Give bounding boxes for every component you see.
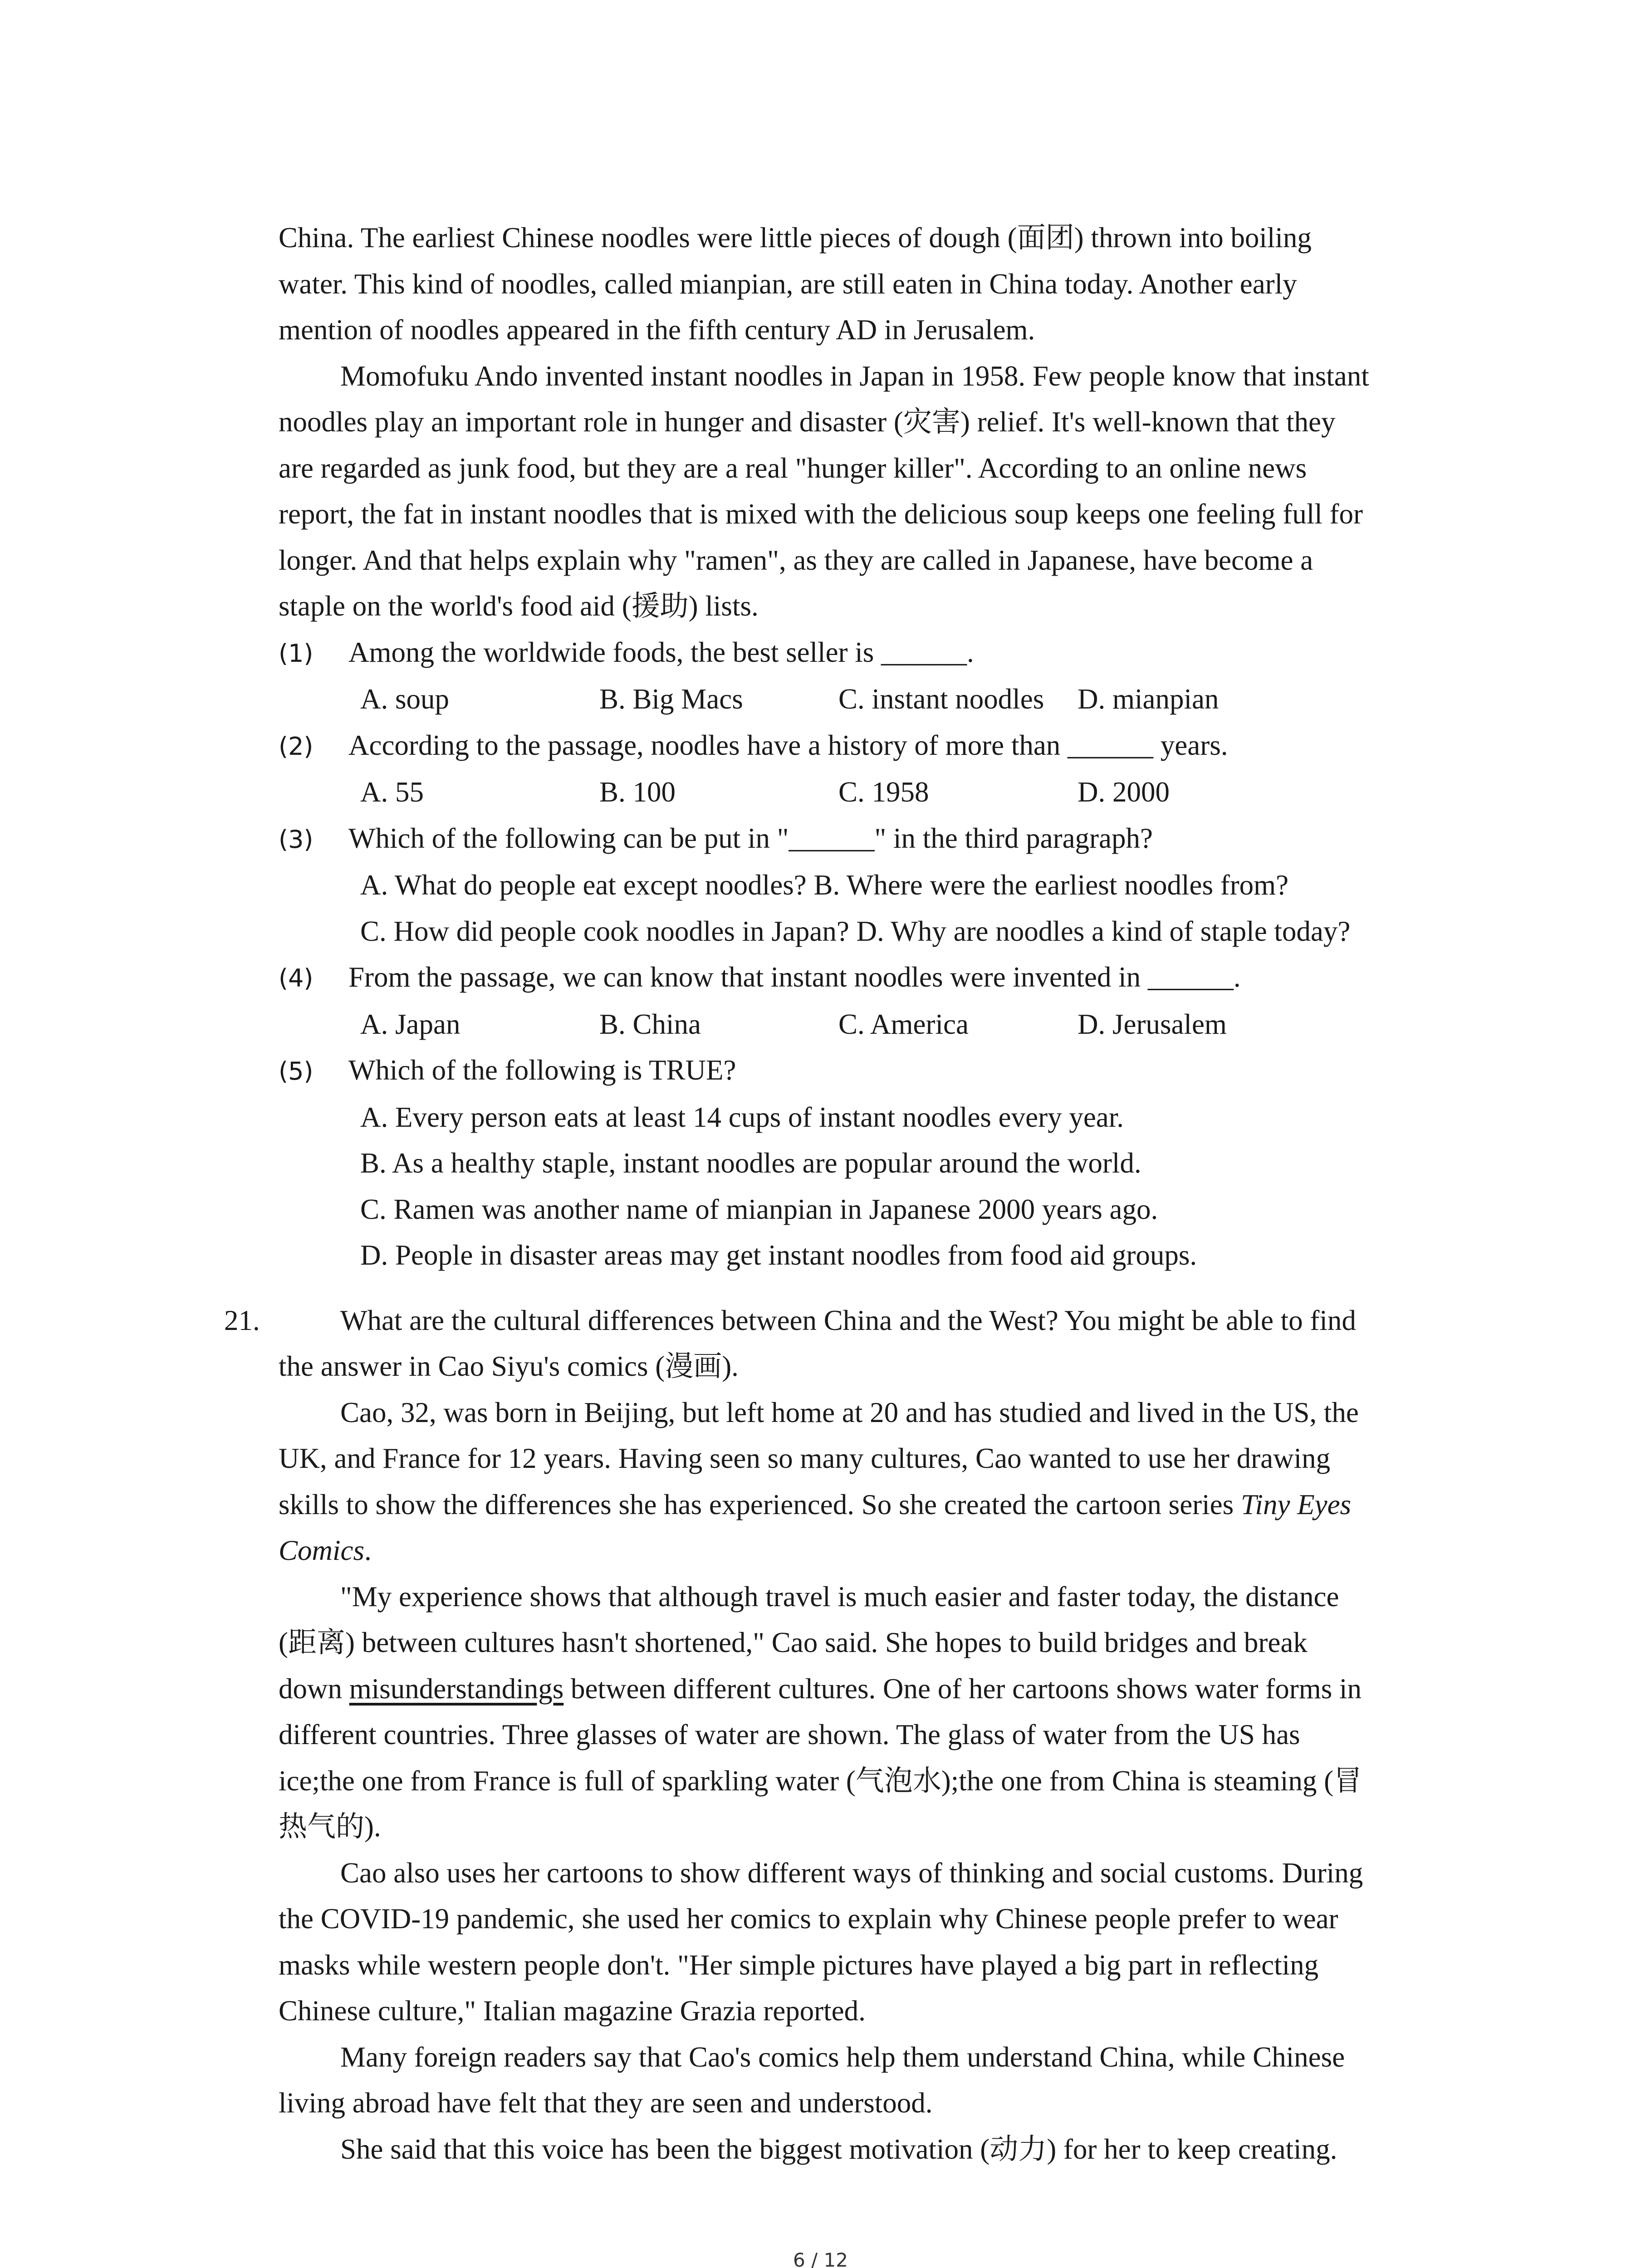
question-number: (3) bbox=[279, 825, 314, 854]
question-3 bbox=[279, 816, 1454, 955]
question-2 bbox=[279, 723, 1454, 816]
section-gap bbox=[279, 1279, 1454, 1298]
question-number: (1) bbox=[279, 639, 314, 668]
text-line: are regarded as junk food, but they are a real "hunger killer". According to an online news bbox=[279, 452, 1307, 484]
question-text: Among the worldwide foods, the best seller is ______. bbox=[348, 636, 974, 668]
passage-21-paragraph-6 bbox=[279, 2126, 1454, 2173]
question-text: According to the passage, noodles have a history of more than ______ years. bbox=[348, 729, 1228, 761]
question-text: Which of the following is TRUE? bbox=[348, 1054, 736, 1086]
text-line: mention of noodles appeared in the fifth century AD in Jerusalem. bbox=[279, 314, 1035, 346]
option-line: A. What do people eat except noodles? B. Where were the earliest noodles from? bbox=[360, 869, 1289, 901]
question-stem bbox=[279, 816, 1454, 863]
page-content bbox=[224, 215, 1454, 2172]
passage-21-paragraph-5 bbox=[279, 2034, 1454, 2126]
option-d: D. 2000 bbox=[1078, 776, 1170, 808]
option-line: A. Every person eats at least 14 cups of instant noodles every year. bbox=[360, 1101, 1124, 1133]
text-line: masks while western people don't. "Her simple pictures have played a big part in reflecting bbox=[279, 1949, 1319, 1981]
text-line: "My experience shows that although travel is much easier and faster today, the distance bbox=[340, 1580, 1339, 1613]
option-line: C. Ramen was another name of mianpian in Japanese 2000 years ago. bbox=[360, 1193, 1158, 1225]
text-span: down bbox=[279, 1672, 349, 1705]
passage-21-paragraph-3 bbox=[279, 1574, 1454, 1850]
passage-number: 21. bbox=[224, 1304, 260, 1336]
option-b: B. 100 bbox=[599, 776, 676, 808]
option-d: D. mianpian bbox=[1078, 683, 1219, 715]
text-line: ice;the one from France is full of sparkling water (气泡水);the one from China is steaming (冒 bbox=[279, 1765, 1362, 1797]
option-c: C. 1958 bbox=[838, 776, 929, 808]
question-stem bbox=[279, 630, 1454, 677]
passage-21 bbox=[224, 1298, 1454, 2173]
text-line: (距离) between cultures hasn't shortened," Cao said. She hopes to build bridges and break bbox=[279, 1627, 1308, 1658]
passage-20-paragraph-1 bbox=[279, 215, 1454, 353]
text-line: Chinese culture," Italian magazine Grazia reported. bbox=[279, 1995, 866, 2027]
text-line: longer. And that helps explain why "ramen", as they are called in Japanese, have become a bbox=[279, 544, 1313, 576]
question-text: From the passage, we can know that instant noodles were invented in ______. bbox=[348, 961, 1241, 993]
option-line: C. How did people cook noodles in Japan? D. Why are noodles a kind of staple today? bbox=[360, 915, 1351, 947]
question-1 bbox=[279, 630, 1454, 723]
text-line: water. This kind of noodles, called mianpian, are still eaten in China today. Another early bbox=[279, 268, 1297, 300]
text-line: report, the fat in instant noodles that is mixed with the delicious soup keeps one feeling full for bbox=[279, 498, 1363, 530]
text-line: staple on the world's food aid (援助) lists. bbox=[279, 590, 759, 622]
text-line: Many foreign readers say that Cao's comics help them understand China, while Chinese bbox=[340, 2041, 1345, 2073]
question-stem bbox=[279, 1047, 1454, 1095]
question-text: Which of the following can be put in "______" in the third paragraph? bbox=[348, 822, 1153, 854]
text-line: the COVID-19 pandemic, she used her comics to explain why Chinese people prefer to wear bbox=[279, 1903, 1338, 1935]
text-span: skills to show the differences she has experienced. So she created the cartoon series bbox=[279, 1488, 1241, 1520]
passage-20-paragraph-2 bbox=[279, 353, 1454, 630]
page-number: 6 / 12 bbox=[793, 2249, 848, 2268]
text-line: Momofuku Ando invented instant noodles in Japan in 1958. Few people know that instant bbox=[340, 360, 1369, 392]
options-row bbox=[279, 676, 1454, 723]
text-line: the answer in Cao Siyu's comics (漫画). bbox=[279, 1350, 739, 1382]
comic-series-title: Tiny Eyes bbox=[1240, 1488, 1352, 1520]
question-stem bbox=[279, 954, 1454, 1002]
option-c: C. America bbox=[838, 1008, 969, 1040]
text-line: China. The earliest Chinese noodles were little pieces of dough (面团) thrown into boiling bbox=[279, 222, 1312, 254]
option-b: B. Big Macs bbox=[599, 683, 743, 715]
passage-21-paragraph-4 bbox=[279, 1850, 1454, 2034]
option-a: A. Japan bbox=[360, 1008, 460, 1040]
passage-21-paragraph-1 bbox=[279, 1298, 1454, 1390]
text-line: living abroad have felt that they are seen and understood. bbox=[279, 2087, 933, 2119]
text-line bbox=[279, 1482, 1454, 1528]
question-4 bbox=[279, 954, 1454, 1047]
options-row bbox=[279, 769, 1454, 816]
question-number: (4) bbox=[279, 964, 314, 992]
text-line: What are the cultural differences between China and the West? You might be able to find bbox=[340, 1304, 1356, 1336]
options-row bbox=[279, 1002, 1454, 1048]
text-span: between different cultures. One of her cartoons shows water forms in bbox=[563, 1672, 1362, 1705]
text-line: noodles play an important role in hunger and disaster (灾害) relief. It's well-known that they bbox=[279, 406, 1336, 438]
text-line bbox=[279, 1666, 1454, 1712]
option-a: A. 55 bbox=[360, 776, 424, 808]
question-number: (2) bbox=[279, 732, 314, 761]
text-span: . bbox=[364, 1535, 372, 1566]
text-line: She said that this voice has been the biggest motivation (动力) for her to keep creating. bbox=[340, 2133, 1337, 2165]
text-line: Cao also uses her cartoons to show different ways of thinking and social customs. During bbox=[340, 1857, 1363, 1889]
question-5 bbox=[279, 1047, 1454, 1279]
option-line: D. People in disaster areas may get instant noodles from food aid groups. bbox=[360, 1239, 1197, 1271]
option-a: A. soup bbox=[360, 683, 450, 715]
option-d: D. Jerusalem bbox=[1078, 1008, 1227, 1040]
option-line: B. As a healthy staple, instant noodles are popular around the world. bbox=[360, 1147, 1141, 1179]
passage-21-paragraph-2 bbox=[279, 1390, 1454, 1574]
question-stem bbox=[279, 723, 1454, 770]
text-line: 热气的). bbox=[279, 1811, 381, 1843]
comic-series-title-cont: Comics bbox=[279, 1535, 364, 1566]
text-line: different countries. Three glasses of water are shown. The glass of water from the US has bbox=[279, 1719, 1300, 1750]
option-b: B. China bbox=[599, 1008, 701, 1040]
text-line: Cao, 32, was born in Beijing, but left home at 20 and has studied and lived in the US, the bbox=[340, 1396, 1359, 1428]
underlined-word: misunderstandings bbox=[349, 1672, 564, 1705]
text-line: UK, and France for 12 years. Having seen so many cultures, Cao wanted to use her drawing bbox=[279, 1442, 1331, 1474]
question-number: (5) bbox=[279, 1057, 314, 1085]
text-line bbox=[279, 1528, 1454, 1574]
option-c: C. instant noodles bbox=[838, 683, 1044, 715]
